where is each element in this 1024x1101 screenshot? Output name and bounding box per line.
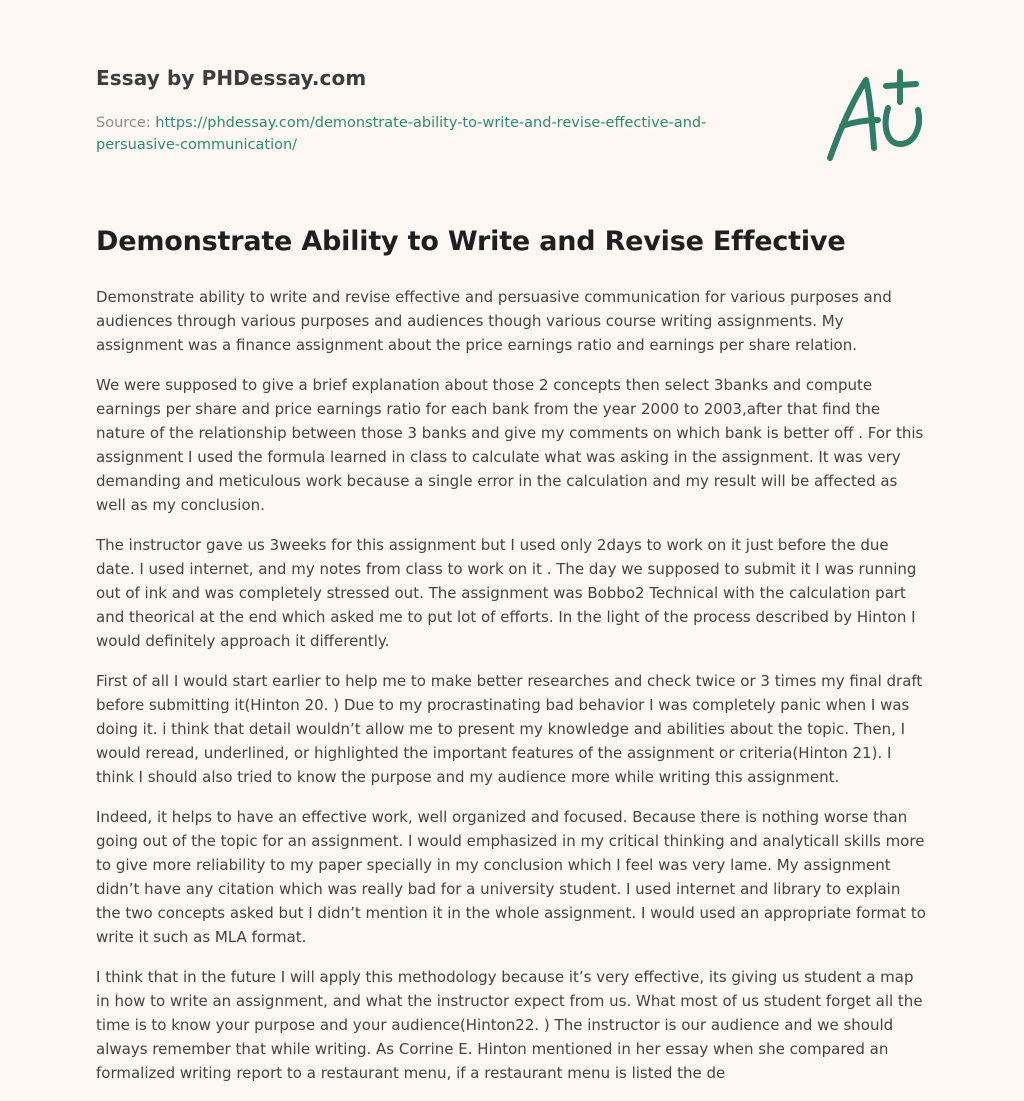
essay-title: Demonstrate Ability to Write and Revise Effective — [96, 226, 846, 257]
essay-paragraph: Demonstrate ability to write and revise effective and persuasive communication for various purposes and audiences through various purposes and audiences though various course writing assignments. My assignment was a finance assignment about the price earnings ratio and earnings per share relation. — [96, 288, 892, 354]
swoosh-stroke — [886, 108, 919, 144]
source-line — [96, 112, 746, 156]
essay-paragraph: First of all I would start earlier to help me to make better researches and check twice or 3 times my final draft before submitting it(Hinton 20. ) Due to my procrastinating bad behavior I was completely panic when I was doing it. i think that detail wouldn’t allow me to present my knowledge and abilities about the topic. Then, I would reread, underlined, or highlighted the important features of the assignment or criteria(Hinton 21). I think I should also tried to know the purpose and my audience more while writing this assignment. — [96, 672, 923, 786]
plus-horizontal-stroke — [886, 84, 916, 86]
essay-paragraph: I think that in the future I will apply this methodology because it’s very effective, its giving us student a map in how to write an assignment, and what the instructor expect from us. What most of us student forget all the time is to know your purpose and your audience(Hinton22. ) The instructor is our audience and we should always remember that while writing. As Corrine E. Hinton mentioned in her essay when she compared an formalized writing report to a restaurant menu, if a restaurant menu is listed the de — [96, 968, 923, 1082]
essay-body — [96, 285, 928, 1101]
source-link[interactable]: https://phdessay.com/demonstrate-ability-to-write-and-revise-effective-and-persuasive-communication/ — [96, 115, 707, 153]
site-brand: Essay by PHDessay.com — [96, 66, 367, 90]
source-label: Source: — [96, 115, 156, 131]
a-plus-grade-icon — [826, 68, 926, 164]
essay-paragraph: Indeed, it helps to have an effective work, well organized and focused. Because there is nothing worse than going out of the topic for an assignment. I would emphasized in my critical thinking and analyticall skills more to give more reliability to my paper specially in my conclusion which I feel was very lame. My assignment didn’t have any citation which was really bad for a university student. I used internet and library to explain the two concepts asked but I didn’t mention it in the whole assignment. I would used an appropriate format to write it such as MLA format. — [96, 808, 926, 946]
essay-paragraph: The instructor gave us 3weeks for this assignment but I used only 2days to work on it just before the due date. I used internet, and my notes from class to work on it . The day we supposed to submit it I was running out of ink and was completely stressed out. The assignment was Bobbo2 Technical with the calculation part and theorical at the end which asked me to put lot of efforts. In the light of the process described by Hinton I would definitely approach it differently. — [96, 536, 917, 650]
essay-paragraph: We were supposed to give a brief explanation about those 2 concepts then select 3banks and compute earnings per share and price earnings ratio for each bank from the year 2000 to 2003,after that find the nature of the relationship between those 3 banks and give my comments on which bank is better off . For this assignment I used the formula learned in class to calculate what was asking in the assignment. It was very demanding and meticulous work because a single error in the calculation and my result will be affected as well as my conclusion. — [96, 376, 924, 514]
